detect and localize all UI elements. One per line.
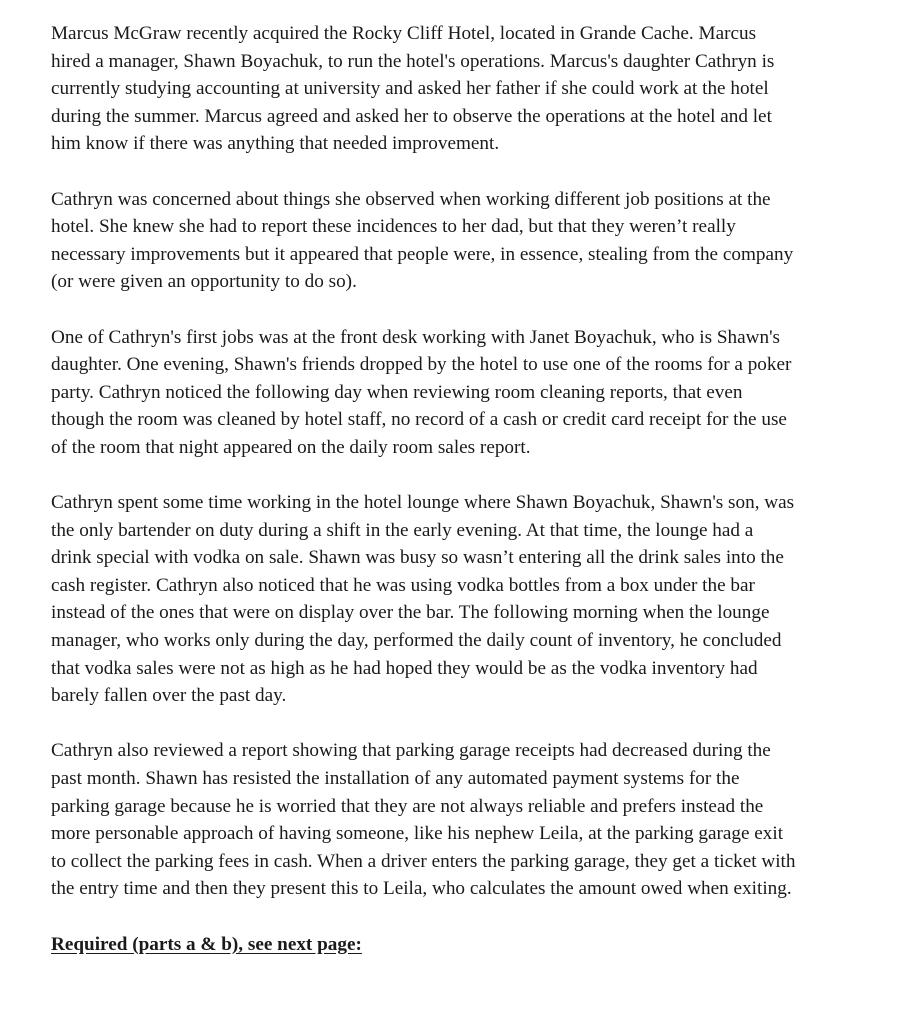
paragraph-line: Cathryn also reviewed a report showing that parking garage receipts had decreased during the: [51, 740, 771, 762]
paragraph-line: instead of the ones that were on display over the bar. The following morning when the lounge: [51, 602, 770, 624]
paragraph-line: the entry time and then they present this to Leila, who calculates the amount owed when exiting.: [51, 878, 792, 900]
paragraph-3: [51, 324, 881, 462]
document-page: [51, 20, 881, 958]
paragraph-line: hired a manager, Shawn Boyachuk, to run the hotel's operations. Marcus's daughter Cathryn is: [51, 50, 775, 72]
paragraph-line: to collect the parking fees in cash. When a driver enters the parking garage, they get a ticket with: [51, 850, 796, 872]
paragraph-line: past month. Shawn has resisted the installation of any automated payment systems for the: [51, 768, 740, 790]
paragraph-line: currently studying accounting at university and asked her father if she could work at the hotel: [51, 78, 769, 100]
paragraph-line: (or were given an opportunity to do so).: [51, 271, 357, 293]
paragraph-line: the only bartender on duty during a shift in the early evening. At that time, the lounge had a: [51, 519, 754, 541]
paragraph-line: that vodka sales were not as high as he had hoped they would be as the vodka inventory had: [51, 657, 758, 679]
paragraph-line: party. Cathryn noticed the following day when reviewing room cleaning reports, that even: [51, 381, 743, 403]
paragraph-line: parking garage because he is worried that they are not always reliable and prefers instead the: [51, 795, 764, 817]
paragraph-4: [51, 489, 881, 710]
required-heading: Required (parts a & b), see next page:: [51, 933, 362, 955]
paragraph-line: daughter. One evening, Shawn's friends dropped by the hotel to use one of the rooms for a poker: [51, 354, 792, 376]
paragraph-1: [51, 20, 881, 158]
paragraph-line: him know if there was anything that needed improvement.: [51, 133, 500, 155]
paragraph-line: barely fallen over the past day.: [51, 685, 287, 707]
paragraph-line: cash register. Cathryn also noticed that he was using vodka bottles from a box under the bar: [51, 574, 755, 596]
paragraph-line: during the summer. Marcus agreed and asked her to observe the operations at the hotel and let: [51, 105, 772, 127]
paragraph-2: [51, 186, 881, 296]
paragraph-line: manager, who works only during the day, performed the daily count of inventory, he concluded: [51, 630, 782, 652]
paragraph-line: though the room was cleaned by hotel staff, no record of a cash or credit card receipt for the use: [51, 409, 787, 431]
paragraph-line: necessary improvements but it appeared that people were, in essence, stealing from the company: [51, 243, 794, 265]
paragraph-line: Cathryn spent some time working in the hotel lounge where Shawn Boyachuk, Shawn's son, was: [51, 492, 795, 514]
paragraph-line: of the room that night appeared on the daily room sales report.: [51, 436, 531, 458]
paragraph-line: Marcus McGraw recently acquired the Rocky Cliff Hotel, located in Grande Cache. Marcus: [51, 23, 757, 44]
paragraph-line: more personable approach of having someone, like his nephew Leila, at the parking garage exit: [51, 823, 784, 845]
paragraph-line: hotel. She knew she had to report these incidences to her dad, but that they weren’t really: [51, 216, 736, 238]
paragraph-line: Cathryn was concerned about things she observed when working different job positions at the: [51, 188, 771, 210]
paragraph-5: [51, 737, 881, 903]
paragraph-line: One of Cathryn's first jobs was at the front desk working with Janet Boyachuk, who is Shawn's: [51, 326, 781, 348]
paragraph-line: drink special with vodka on sale. Shawn was busy so wasn’t entering all the drink sales into the: [51, 547, 784, 569]
